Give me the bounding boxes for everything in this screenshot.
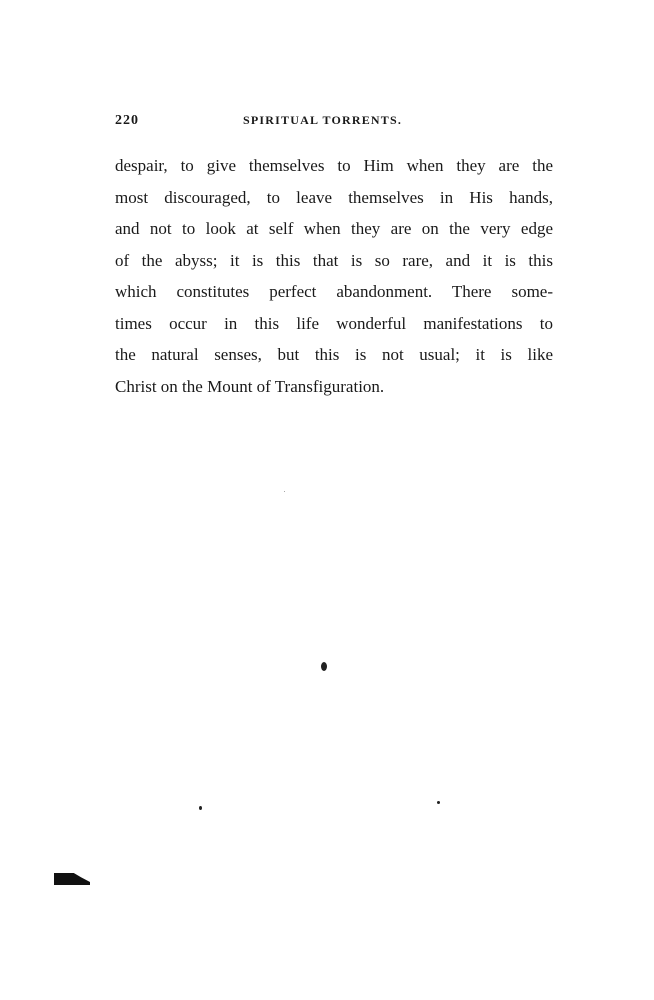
ink-speck <box>199 806 202 810</box>
body-paragraph <box>115 150 553 402</box>
text-line: Christ on the Mount of Transfiguration. <box>115 376 385 396</box>
text-line: most discouraged, to leave themselves in His hands, <box>115 187 553 207</box>
scan-edge-mark <box>54 873 90 885</box>
page-number: 220 <box>115 113 139 128</box>
text-line: which constitutes perfect abandonment. There some- <box>115 282 553 301</box>
text-line: and not to look at self when they are on the very edge <box>115 219 553 238</box>
text-line: of the abyss; it is this that is so rare, and it is this <box>115 250 553 270</box>
running-title: SPIRITUAL TORRENTS. <box>243 113 403 127</box>
running-head <box>115 113 555 133</box>
ink-speck <box>284 491 285 492</box>
text-line: times occur in this life wonderful manifestations to <box>115 313 553 333</box>
ink-speck <box>321 662 327 671</box>
text-line: despair, to give themselves to Him when they are the <box>115 156 553 175</box>
text-line: the natural senses, but this is not usual; it is like <box>115 345 553 364</box>
ink-speck <box>437 801 440 804</box>
